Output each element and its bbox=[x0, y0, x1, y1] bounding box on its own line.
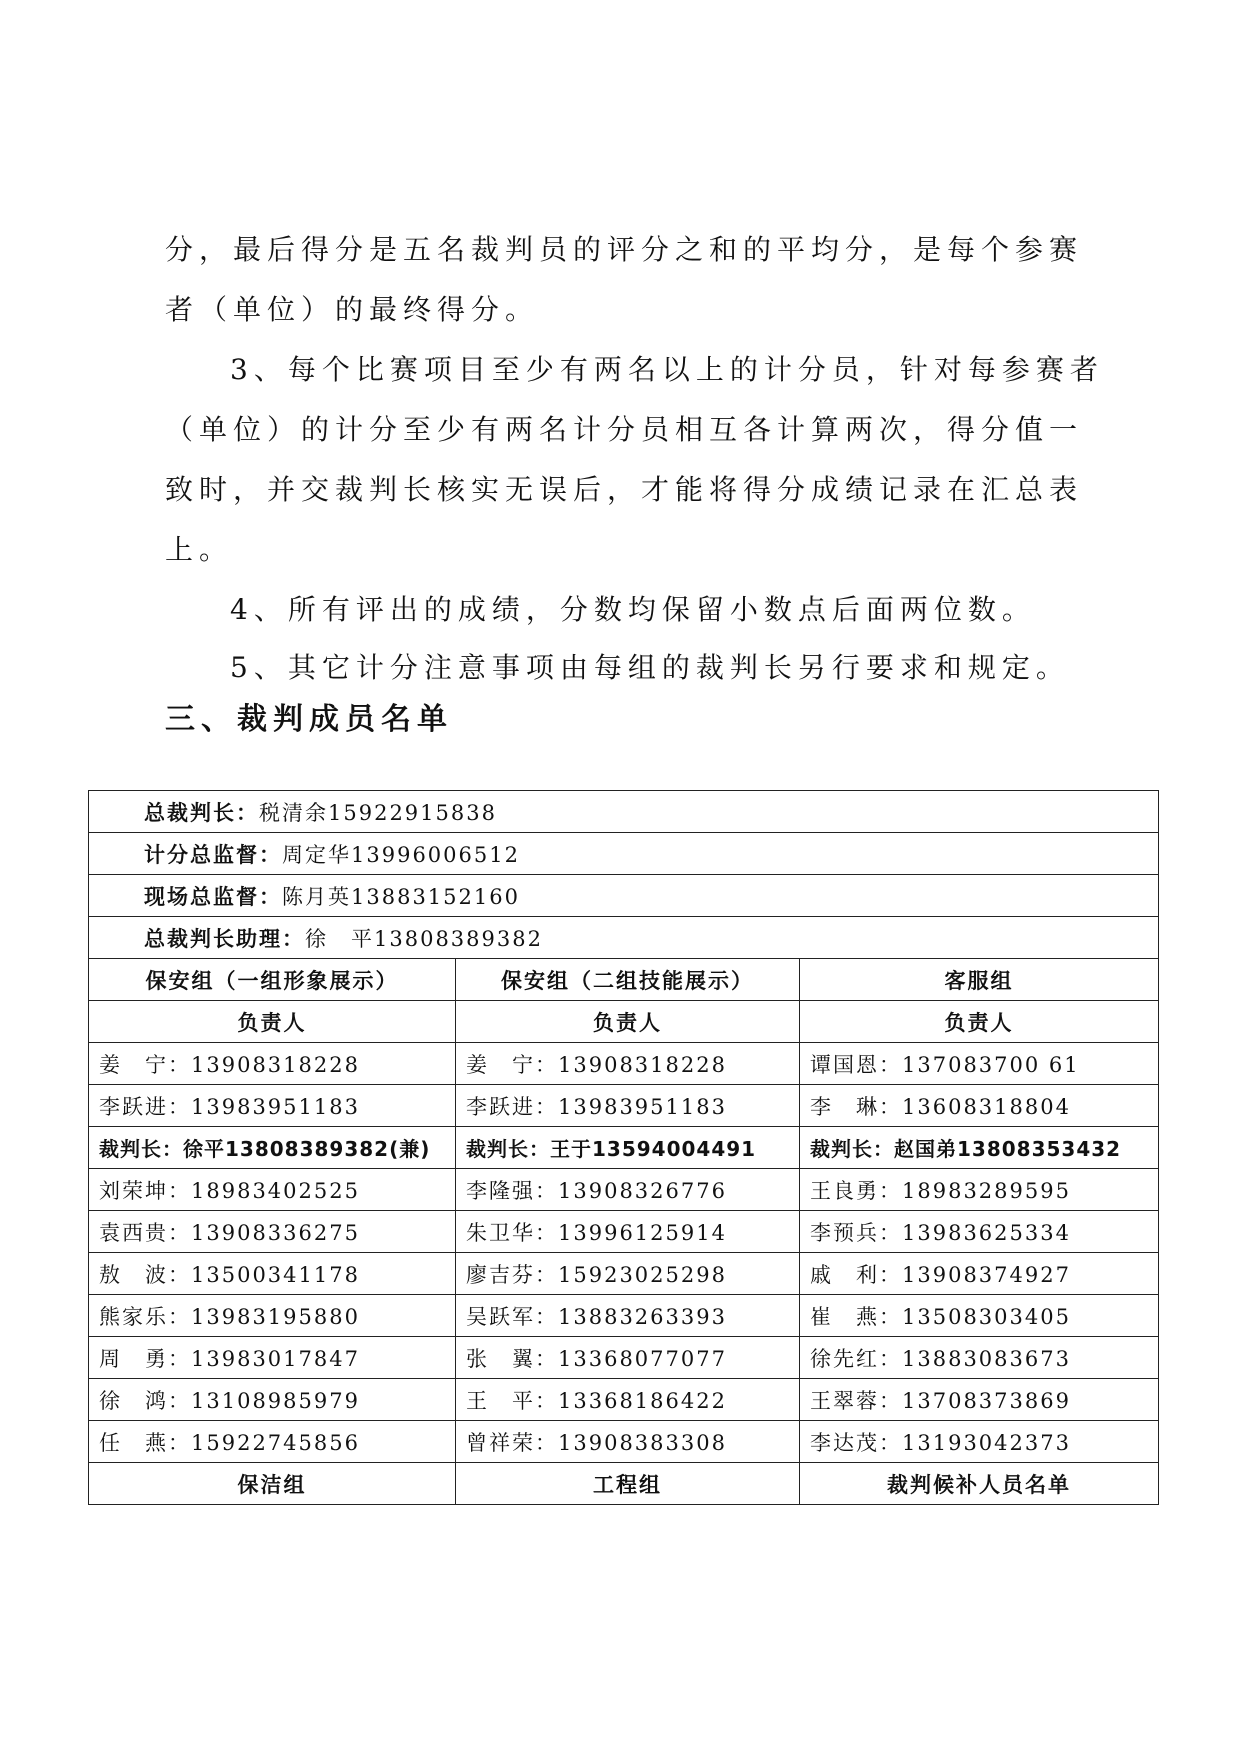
official-value: 陈月英13883152160 bbox=[282, 884, 520, 909]
judge: 李预兵：13983625334 bbox=[800, 1211, 1159, 1253]
judge: 熊家乐：13983195880 bbox=[89, 1295, 456, 1337]
judge-row bbox=[89, 1337, 1159, 1379]
judge: 王 平：13368186422 bbox=[456, 1379, 800, 1421]
judge-row bbox=[89, 1379, 1159, 1421]
official-value: 税清余15922915838 bbox=[259, 800, 497, 825]
chief-judge: 裁判长：王于13594004491 bbox=[456, 1127, 800, 1169]
official-row bbox=[89, 917, 1159, 959]
judge: 崔 燕：13508303405 bbox=[800, 1295, 1159, 1337]
group-header-service: 客服组 bbox=[800, 959, 1159, 1001]
judge: 徐 鸿：13108985979 bbox=[89, 1379, 456, 1421]
group-header-row bbox=[89, 959, 1159, 1001]
official-cell bbox=[89, 833, 1159, 875]
paragraph-line-3: 3、每个比赛项目至少有两名以上的计分员，针对每参赛者 bbox=[230, 353, 1104, 386]
official-label: 总裁判长助理： bbox=[144, 926, 305, 951]
chief-judge-row bbox=[89, 1127, 1159, 1169]
responsible-header: 负责人 bbox=[800, 1001, 1159, 1043]
judge: 李隆强：13908326776 bbox=[456, 1169, 800, 1211]
official-value: 徐 平13808389382 bbox=[305, 926, 543, 951]
responsible-header: 负责人 bbox=[89, 1001, 456, 1043]
chief-judge: 裁判长：徐平13808389382(兼) bbox=[89, 1127, 456, 1169]
judge: 朱卫华：13996125914 bbox=[456, 1211, 800, 1253]
official-label: 计分总监督： bbox=[144, 842, 282, 867]
judge-row bbox=[89, 1295, 1159, 1337]
judge-row bbox=[89, 1421, 1159, 1463]
official-label: 总裁判长： bbox=[144, 800, 259, 825]
official-row bbox=[89, 875, 1159, 917]
judge-row bbox=[89, 1211, 1159, 1253]
responsible-row bbox=[89, 1085, 1159, 1127]
judge: 李达茂：13193042373 bbox=[800, 1421, 1159, 1463]
judge-row bbox=[89, 1169, 1159, 1211]
paragraph-line-2: 者（单位）的最终得分。 bbox=[165, 293, 540, 326]
judge: 王良勇：18983289595 bbox=[800, 1169, 1159, 1211]
paragraph-line-4: （单位）的计分至少有两名计分员相互各计算两次，得分值一 bbox=[165, 413, 1084, 446]
referee-roster-table bbox=[88, 790, 1159, 1505]
responsible-header: 负责人 bbox=[456, 1001, 800, 1043]
judge: 袁西贵：13908336275 bbox=[89, 1211, 456, 1253]
paragraph-line-5: 致时，并交裁判长核实无误后，才能将得分成绩记录在汇总表 bbox=[165, 473, 1084, 506]
responsible-person: 李跃进：13983951183 bbox=[456, 1085, 800, 1127]
judge: 戚 利：13908374927 bbox=[800, 1253, 1159, 1295]
responsible-person: 李 琳：13608318804 bbox=[800, 1085, 1159, 1127]
paragraph-line-1: 分，最后得分是五名裁判员的评分之和的平均分，是每个参赛 bbox=[165, 233, 1084, 266]
group-header-security-1: 保安组（一组形象展示） bbox=[89, 959, 456, 1001]
judge: 刘荣坤：18983402525 bbox=[89, 1169, 456, 1211]
judge-row bbox=[89, 1253, 1159, 1295]
responsible-row bbox=[89, 1043, 1159, 1085]
official-row bbox=[89, 833, 1159, 875]
bottom-header-row bbox=[89, 1463, 1159, 1505]
responsible-person: 姜 宁：13908318228 bbox=[89, 1043, 456, 1085]
official-label: 现场总监督： bbox=[144, 884, 282, 909]
section-heading: 三、裁判成员名单 bbox=[165, 702, 453, 737]
judge: 王翠蓉：13708373869 bbox=[800, 1379, 1159, 1421]
group-header-alternates: 裁判候补人员名单 bbox=[800, 1463, 1159, 1505]
official-cell bbox=[89, 875, 1159, 917]
chief-judge: 裁判长：赵国弟13808353432 bbox=[800, 1127, 1159, 1169]
paragraph-line-6: 上。 bbox=[165, 533, 234, 566]
official-value: 周定华13996006512 bbox=[282, 842, 520, 867]
official-cell bbox=[89, 791, 1159, 833]
judge: 徐先红：13883083673 bbox=[800, 1337, 1159, 1379]
responsible-person: 姜 宁：13908318228 bbox=[456, 1043, 800, 1085]
responsible-person: 谭国恩：137083700 61 bbox=[800, 1043, 1159, 1085]
judge: 张 翼：13368077077 bbox=[456, 1337, 800, 1379]
judge: 廖吉芬：15923025298 bbox=[456, 1253, 800, 1295]
paragraph-line-8: 5、其它计分注意事项由每组的裁判长另行要求和规定。 bbox=[230, 651, 1070, 684]
judge: 曾祥荣：13908383308 bbox=[456, 1421, 800, 1463]
judge: 任 燕：15922745856 bbox=[89, 1421, 456, 1463]
group-header-cleaning: 保洁组 bbox=[89, 1463, 456, 1505]
responsible-header-row bbox=[89, 1001, 1159, 1043]
judge: 吴跃军：13883263393 bbox=[456, 1295, 800, 1337]
judge: 周 勇：13983017847 bbox=[89, 1337, 456, 1379]
judge: 敖 波：13500341178 bbox=[89, 1253, 456, 1295]
responsible-person: 李跃进：13983951183 bbox=[89, 1085, 456, 1127]
group-header-security-2: 保安组（二组技能展示） bbox=[456, 959, 800, 1001]
official-cell bbox=[89, 917, 1159, 959]
paragraph-line-7: 4、所有评出的成绩，分数均保留小数点后面两位数。 bbox=[230, 593, 1036, 626]
official-row bbox=[89, 791, 1159, 833]
group-header-engineering: 工程组 bbox=[456, 1463, 800, 1505]
